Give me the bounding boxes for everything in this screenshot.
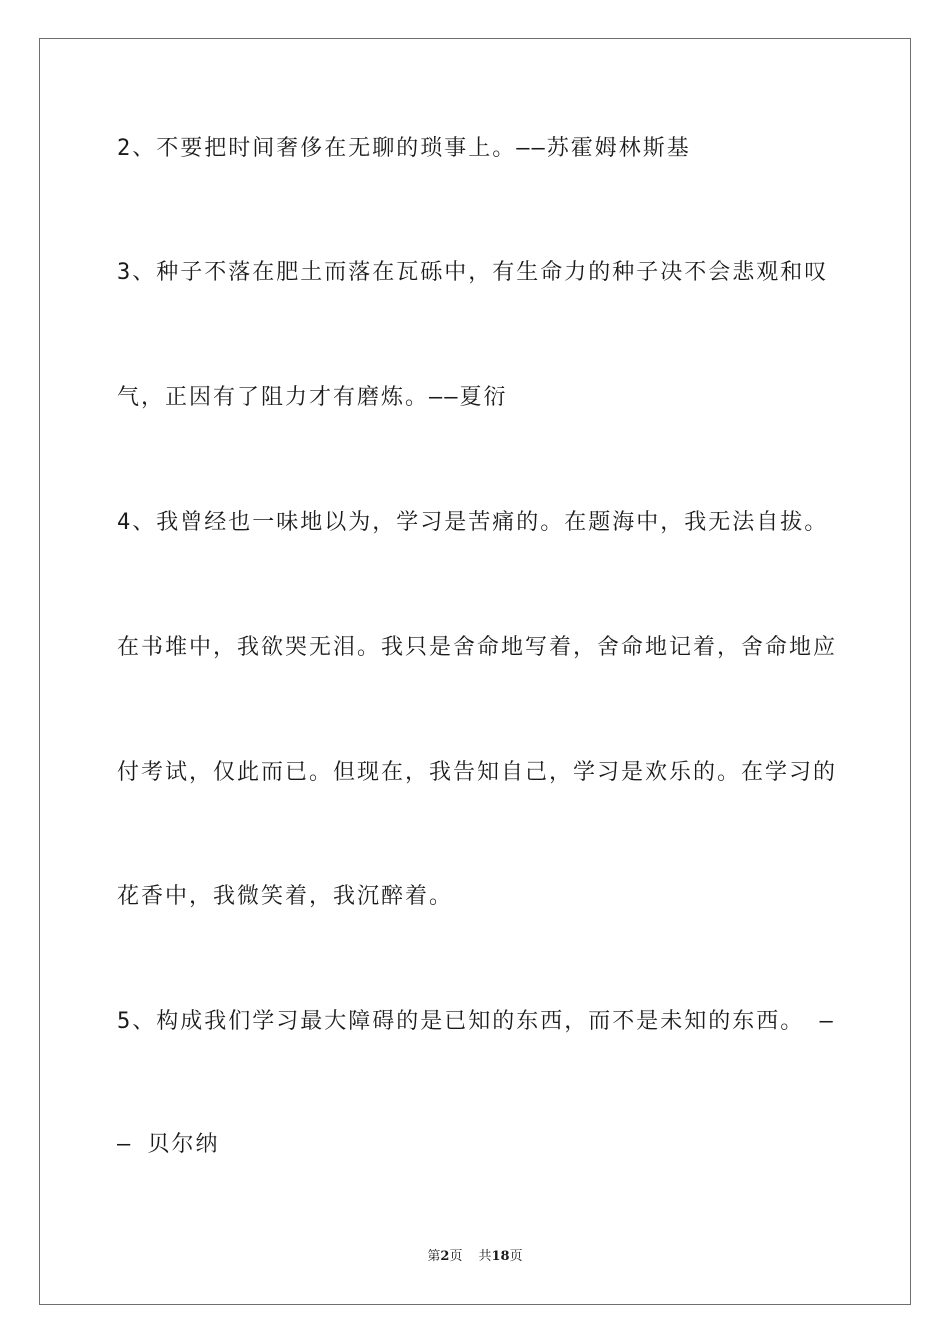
- text-line: 花香中，我微笑着，我沉醉着。: [117, 884, 454, 909]
- total-suffix: 页: [509, 1249, 523, 1264]
- text-line: 4、我曾经也一味地以为，学习是苦痛的。在题海中，我无法自拔。: [117, 510, 829, 535]
- total-prefix: 共: [478, 1249, 492, 1264]
- page-prefix: 第: [427, 1249, 441, 1264]
- text-line: 在书堆中，我欲哭无泪。我只是舍命地写着，舍命地记着，舍命地应: [117, 635, 838, 660]
- page-number: 2: [440, 1249, 450, 1264]
- text-line: 付考试，仅此而已。但现在，我告知自己，学习是欢乐的。在学习的: [117, 760, 838, 785]
- page-footer: [0, 1248, 950, 1266]
- page-suffix: 页: [449, 1249, 463, 1264]
- page-border: [39, 38, 911, 1305]
- text-line: 2、不要把时间奢侈在无聊的琐事上。——苏霍姆林斯基: [117, 136, 691, 161]
- text-line: 3、种子不落在肥土而落在瓦砾中，有生命力的种子决不会悲观和叹: [117, 260, 829, 285]
- text-line: — 贝尔纳: [117, 1132, 220, 1157]
- total-pages: 18: [491, 1249, 510, 1264]
- text-line: 气，正因有了阻力才有磨炼。——夏衍: [117, 385, 508, 410]
- text-line: 5、构成我们学习最大障碍的是已知的东西，而不是未知的东西。 —: [117, 1009, 835, 1034]
